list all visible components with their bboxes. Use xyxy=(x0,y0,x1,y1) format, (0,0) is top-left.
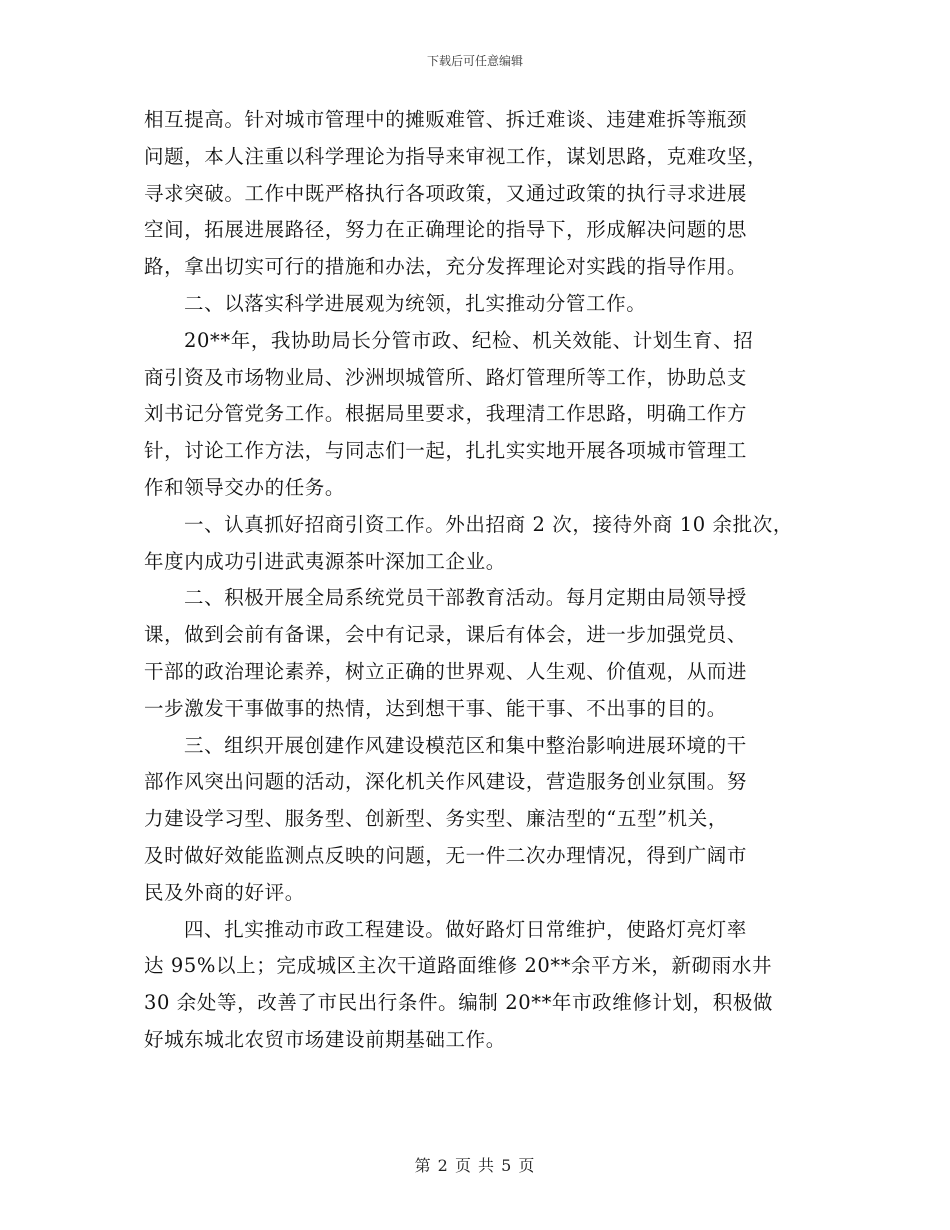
text-line: 针，讨论工作方法，与同志们一起，扎扎实实地开展各项城市管理工 xyxy=(144,439,748,463)
text-line: 二、积极开展全局系统党员干部教育活动。每月定期由局领导授 xyxy=(184,586,747,610)
text-line: 一、认真抓好招商引资工作。外出招商 2 次，接待外商 10 余批次， xyxy=(184,512,793,536)
page-header-note: 下载后可任意编辑 xyxy=(426,54,523,68)
text-line: 空间，拓展进展路径，努力在正确理论的指导下，形成解决问题的思 xyxy=(144,218,748,242)
text-line: 一步激发干事做事的热情，达到想干事、能干事、不出事的目的。 xyxy=(144,696,727,720)
text-line: 力建设学习型、服务型、创新型、务实型、廉洁型的“五型”机关， xyxy=(144,807,728,831)
text-line: 作和领导交办的任务。 xyxy=(144,475,346,499)
text-line: 年度内成功引进武夷源茶叶深加工企业。 xyxy=(144,549,506,573)
text-line: 路，拿出切实可行的措施和办法，充分发挥理论对实践的指导作用。 xyxy=(144,255,748,279)
text-line: 30 余处等，改善了市民出行条件。编制 20**年市政维修计划，积极做 xyxy=(144,991,774,1015)
text-line: 问题，本人注重以科学理论为指导来审视工作，谋划思路，克难攻坚， xyxy=(144,144,768,168)
page-number-footer: 第 2 页 共 5 页 xyxy=(414,1156,536,1175)
text-line: 四、扎实推动市政工程建设。做好路灯日常维护，使路灯亮灯率 xyxy=(184,917,747,941)
text-line: 三、组织开展创建作风建设模范区和集中整治影响进展环境的干 xyxy=(184,733,747,757)
text-line: 20**年，我协助局长分管市政、纪检、机关效能、计划生育、招 xyxy=(184,328,754,352)
text-line: 刘书记分管党务工作。根据局里要求，我理清工作思路，明确工作方 xyxy=(144,402,748,426)
text-line: 商引资及市场物业局、沙洲坝城管所、路灯管理所等工作，协助总支 xyxy=(144,365,748,389)
text-line: 二、以落实科学进展观为统领，扎实推动分管工作。 xyxy=(184,291,647,315)
text-line: 干部的政治理论素养，树立正确的世界观、人生观、价值观，从而进 xyxy=(144,659,748,683)
document-body xyxy=(144,102,824,1059)
text-line: 达 95%以上；完成城区主次干道路面维修 20**余平方米，新砌雨水井 xyxy=(144,954,773,978)
text-line: 课，做到会前有备课，会中有记录，课后有体会，进一步加强党员、 xyxy=(144,623,748,647)
text-line: 部作风突出问题的活动，深化机关作风建设，营造服务创业氛围。努 xyxy=(144,770,748,794)
text-line: 相互提高。针对城市管理中的摊贩难管、拆迁难谈、违建难拆等瓶颈 xyxy=(144,108,748,131)
text-line: 寻求突破。工作中既严格执行各项政策，又通过政策的执行寻求进展 xyxy=(144,181,748,205)
text-line: 好城东城北农贸市场建设前期基础工作。 xyxy=(144,1027,506,1051)
text-line: 民及外商的好评。 xyxy=(144,880,305,904)
text-line: 及时做好效能监测点反映的问题，无一件二次办理情况，得到广阔市 xyxy=(144,843,748,867)
